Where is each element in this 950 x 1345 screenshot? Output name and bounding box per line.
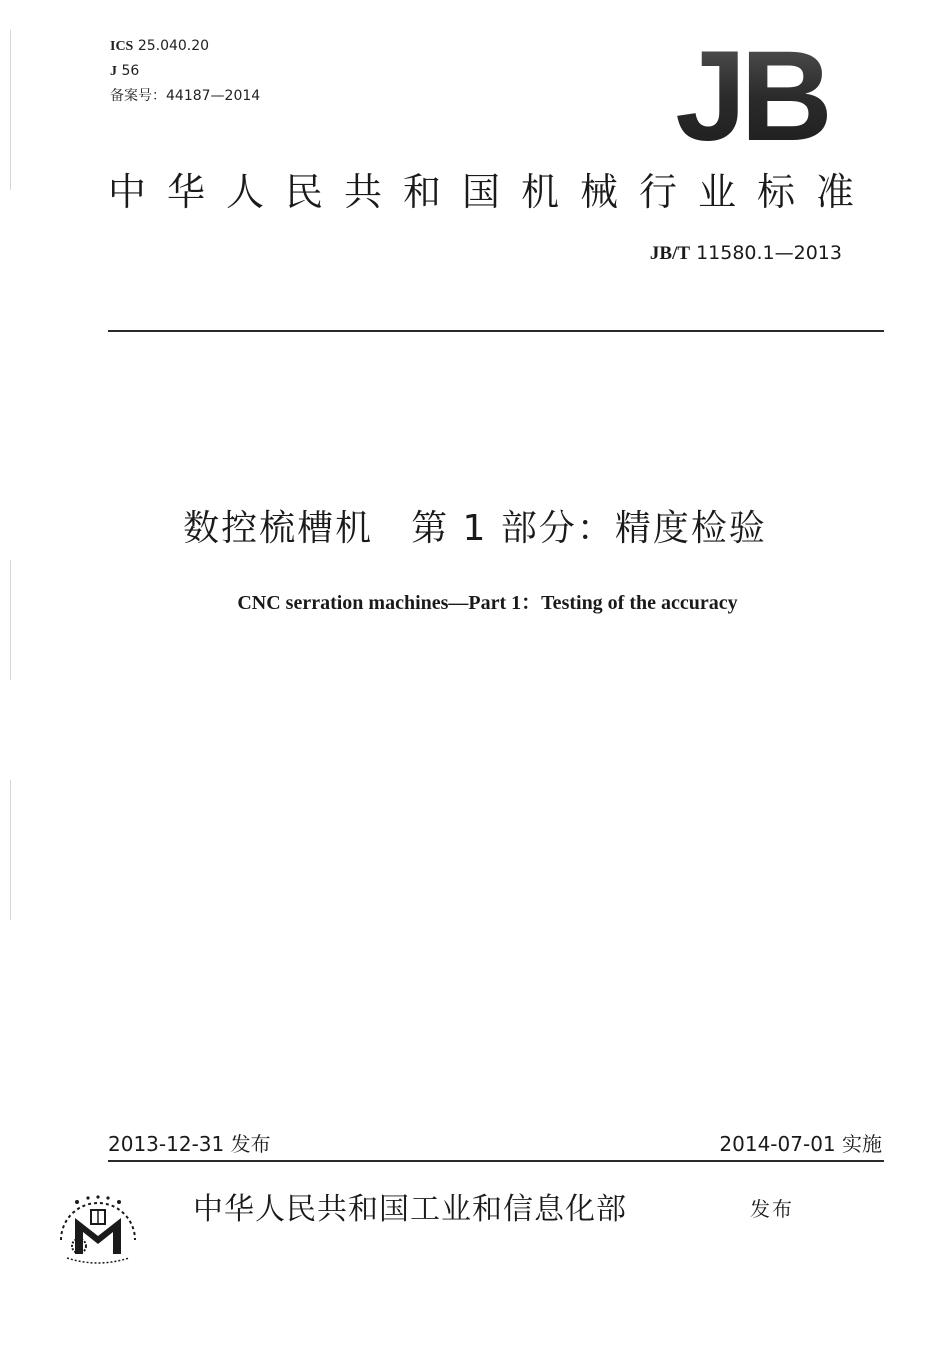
document-title-chinese: 数控梳槽机 第 1 部分：精度检验 xyxy=(183,508,767,549)
jb-logo-text: JB xyxy=(675,36,827,148)
scan-edge-line xyxy=(10,780,11,920)
header-divider xyxy=(108,330,884,332)
record-number: 备案号：44187—2014 xyxy=(110,88,261,104)
standard-category-title: 中华人民共和国机械行业标准 xyxy=(108,170,876,214)
classification-block xyxy=(110,34,260,108)
publisher-name: 中华人民共和国工业和信息化部 xyxy=(193,1192,627,1227)
implementation-date: 2014-07-01 实施 xyxy=(719,1132,882,1156)
publisher-suffix: 发布 xyxy=(750,1197,794,1221)
ics-code: ICS 25.040.20 xyxy=(110,38,210,54)
standard-number: JB/T 11580.1—2013 xyxy=(649,242,842,264)
scan-edge-line xyxy=(10,30,11,190)
publication-date: 2013-12-31 发布 xyxy=(108,1132,271,1156)
footer-divider xyxy=(108,1160,884,1162)
jb-logo-icon xyxy=(656,36,846,148)
ministry-emblem-icon xyxy=(55,1188,141,1268)
document-title-english: CNC serration machines—Part 1：Testing of the accuracy xyxy=(237,592,738,614)
scan-edge-line xyxy=(10,560,11,680)
ccs-code: J 56 xyxy=(110,63,140,79)
